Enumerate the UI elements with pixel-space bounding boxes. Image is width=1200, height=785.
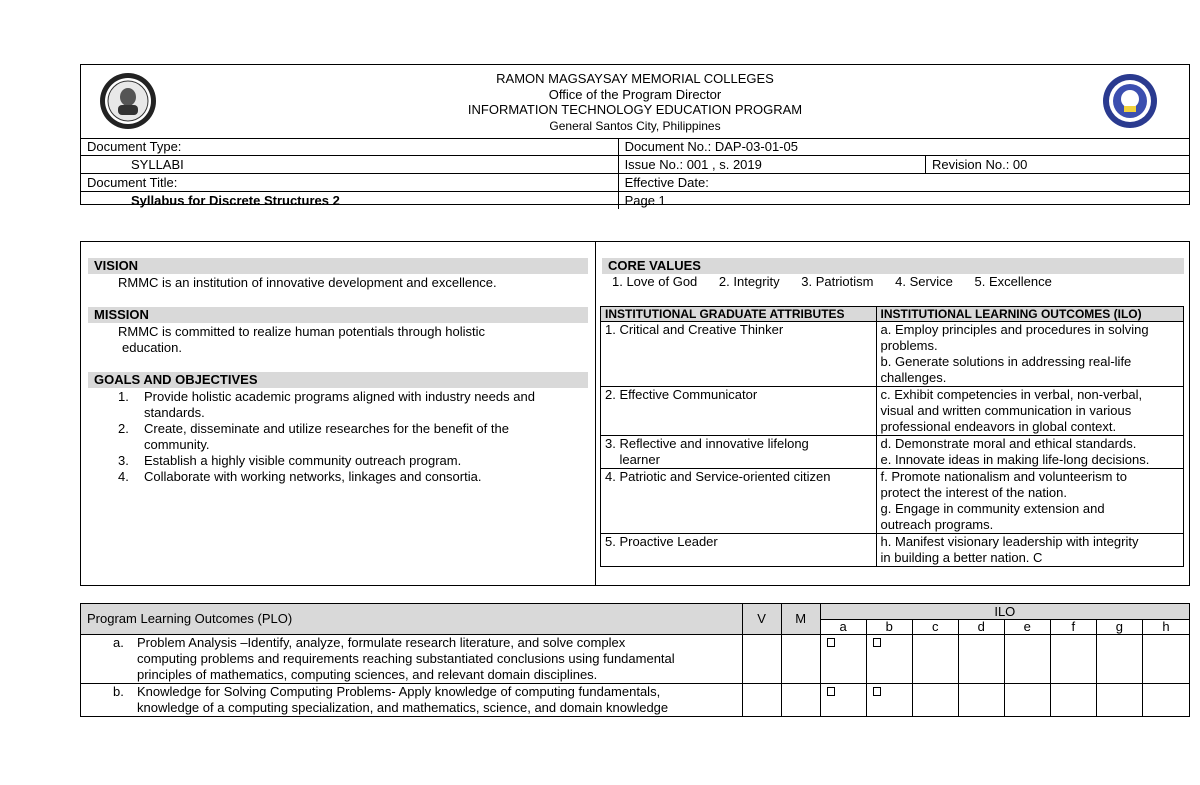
plo-row xyxy=(81,684,1190,717)
doc-title-value: Syllabus for Discrete Structures 2 xyxy=(81,192,618,210)
ilo-cell-c xyxy=(912,635,958,684)
core-values-heading: CORE VALUES xyxy=(602,258,1184,274)
ilo-cell: f. Promote nationalism and volunteerism to protect the interest of the nation. g. Engage in community extension and outreach programs. xyxy=(876,469,1183,534)
goal-text: Establish a highly visible community outreach program. xyxy=(144,453,462,468)
core-value-item: 4. Service xyxy=(895,274,953,289)
plo-row xyxy=(81,635,1190,684)
ilo-col-f: f xyxy=(1050,620,1096,635)
attribute-cell: 3. Reflective and innovative lifelong learner xyxy=(601,436,877,469)
plo-column-header: Program Learning Outcomes (PLO) xyxy=(81,604,743,635)
checkbox-icon xyxy=(827,687,835,696)
ilo-cell-h xyxy=(1142,684,1189,717)
checkbox-icon xyxy=(873,638,881,647)
doc-title-label: Document Title: xyxy=(81,174,618,192)
revision-number: Revision No.: 00 xyxy=(926,156,1189,174)
goal-item xyxy=(118,421,578,453)
attribute-row xyxy=(601,534,1184,567)
goal-number: 4. xyxy=(118,469,129,484)
ilo-cell-d xyxy=(958,684,1004,717)
ilo-cell-a xyxy=(820,684,866,717)
ilo-cell-g xyxy=(1096,684,1142,717)
ilo-col-e: e xyxy=(1004,620,1050,635)
ilo-col-h: h xyxy=(1142,620,1189,635)
vision-text: RMMC is an institution of innovative development and excellence. xyxy=(118,275,497,290)
doc-type-value: SYLLABI xyxy=(81,156,618,174)
attributes-column-header: INSTITUTIONAL GRADUATE ATTRIBUTES xyxy=(601,307,877,322)
core-value-item: 5. Excellence xyxy=(974,274,1052,289)
core-value-item: 1. Love of God xyxy=(612,274,698,289)
goal-number: 3. xyxy=(118,453,129,468)
plo-text-cell: b. Knowledge for Solving Computing Problems- Apply knowledge of computing fundamentals, knowledge of a computing specialization, and mathematics, science, and domain knowledge xyxy=(81,684,743,717)
m-cell xyxy=(781,635,820,684)
issue-number: Issue No.: 001 , s. 2019 xyxy=(618,156,925,174)
section-divider xyxy=(595,242,596,585)
attribute-cell: 2. Effective Communicator xyxy=(601,387,877,436)
goal-text-cont: standards. xyxy=(144,405,205,420)
mission-text-line2: education. xyxy=(122,340,182,355)
ilo-cell: h. Manifest visionary leadership with integrity in building a better nation. C xyxy=(876,534,1183,567)
goal-text: Collaborate with working networks, linkages and consortia. xyxy=(144,469,482,484)
ilo-cell-c xyxy=(912,684,958,717)
effective-date-label: Effective Date: xyxy=(618,174,1189,192)
core-values-list xyxy=(612,274,1070,290)
goal-item xyxy=(118,389,578,421)
mission-text-line1: RMMC is committed to realize human potentials through holistic xyxy=(118,324,486,339)
goals-list xyxy=(118,389,578,485)
ilo-cell: d. Demonstrate moral and ethical standards. e. Innovate ideas in making life-long decisions. xyxy=(876,436,1183,469)
attribute-row xyxy=(601,387,1184,436)
ilo-col-a: a xyxy=(820,620,866,635)
ilo-group-header: ILO xyxy=(820,604,1189,620)
office-name: Office of the Program Director xyxy=(548,87,722,102)
ilo-cell: a. Employ principles and procedures in solving problems. b. Generate solutions in addressing real-life challenges. xyxy=(876,322,1183,387)
attribute-row xyxy=(601,322,1184,387)
plo-letter: a. xyxy=(113,635,124,650)
ite-program-seal-logo xyxy=(1102,73,1158,129)
document-header xyxy=(80,64,1190,208)
goals-heading: GOALS AND OBJECTIVES xyxy=(88,372,588,388)
goal-text: Provide holistic academic programs aligned with industry needs and xyxy=(144,389,535,404)
goal-text-cont: community. xyxy=(144,437,210,452)
ilo-column-header: INSTITUTIONAL LEARNING OUTCOMES (ILO) xyxy=(876,307,1183,322)
v-column-header: V xyxy=(742,604,781,635)
graduate-attributes-table xyxy=(600,306,1184,567)
goal-number: 1. xyxy=(118,389,129,404)
checkbox-icon xyxy=(873,687,881,696)
ilo-cell-f xyxy=(1050,635,1096,684)
ilo-col-g: g xyxy=(1096,620,1142,635)
plo-text-cell: a. Problem Analysis –Identify, analyze, formulate research literature, and solve complex computing problems and requirements reaching substantiated conclusions using fundamental principles of mathematics, computing sciences, and relevant domain disciplines. xyxy=(81,635,743,684)
core-value-item: 3. Patriotism xyxy=(801,274,874,289)
ilo-col-d: d xyxy=(958,620,1004,635)
doc-type-label: Document Type: xyxy=(81,138,618,156)
program-name: INFORMATION TECHNOLOGY EDUCATION PROGRAM xyxy=(467,102,803,117)
plo-letter: b. xyxy=(113,684,124,699)
ilo-cell-d xyxy=(958,635,1004,684)
checkbox-icon xyxy=(827,638,835,647)
goal-item xyxy=(118,453,578,469)
ilo-cell-g xyxy=(1096,635,1142,684)
ilo-cell-e xyxy=(1004,635,1050,684)
goal-number: 2. xyxy=(118,421,129,436)
attribute-cell: 1. Critical and Creative Thinker xyxy=(601,322,877,387)
ilo-col-b: b xyxy=(866,620,912,635)
goal-item xyxy=(118,469,578,485)
ilo-cell-b xyxy=(866,635,912,684)
ilo-cell-e xyxy=(1004,684,1050,717)
document-info-table xyxy=(81,138,1189,209)
v-cell xyxy=(742,684,781,717)
doc-number: Document No.: DAP-03-01-05 xyxy=(618,138,1189,156)
mission-heading: MISSION xyxy=(88,307,588,323)
institution-location: General Santos City, Philippines xyxy=(549,119,721,133)
ilo-col-c: c xyxy=(912,620,958,635)
ilo-cell-b xyxy=(866,684,912,717)
attribute-cell: 4. Patriotic and Service-oriented citizen xyxy=(601,469,877,534)
ilo-cell-h xyxy=(1142,635,1189,684)
plo-table xyxy=(80,603,1190,717)
page-number: Page 1 xyxy=(618,192,1189,210)
attribute-cell: 5. Proactive Leader xyxy=(601,534,877,567)
ilo-cell-f xyxy=(1050,684,1096,717)
attribute-row xyxy=(601,469,1184,534)
v-cell xyxy=(742,635,781,684)
attribute-row xyxy=(601,436,1184,469)
ilo-cell-a xyxy=(820,635,866,684)
m-cell xyxy=(781,684,820,717)
ilo-cell: c. Exhibit competencies in verbal, non-verbal, visual and written communication in various professional endeavors in global context. xyxy=(876,387,1183,436)
vision-heading: VISION xyxy=(88,258,588,274)
core-value-item: 2. Integrity xyxy=(718,274,780,289)
institution-name: RAMON MAGSAYSAY MEMORIAL COLLEGES xyxy=(496,71,774,86)
m-column-header: M xyxy=(781,604,820,635)
header-banner xyxy=(81,65,1189,139)
goal-text: Create, disseminate and utilize researches for the benefit of the xyxy=(144,421,509,436)
